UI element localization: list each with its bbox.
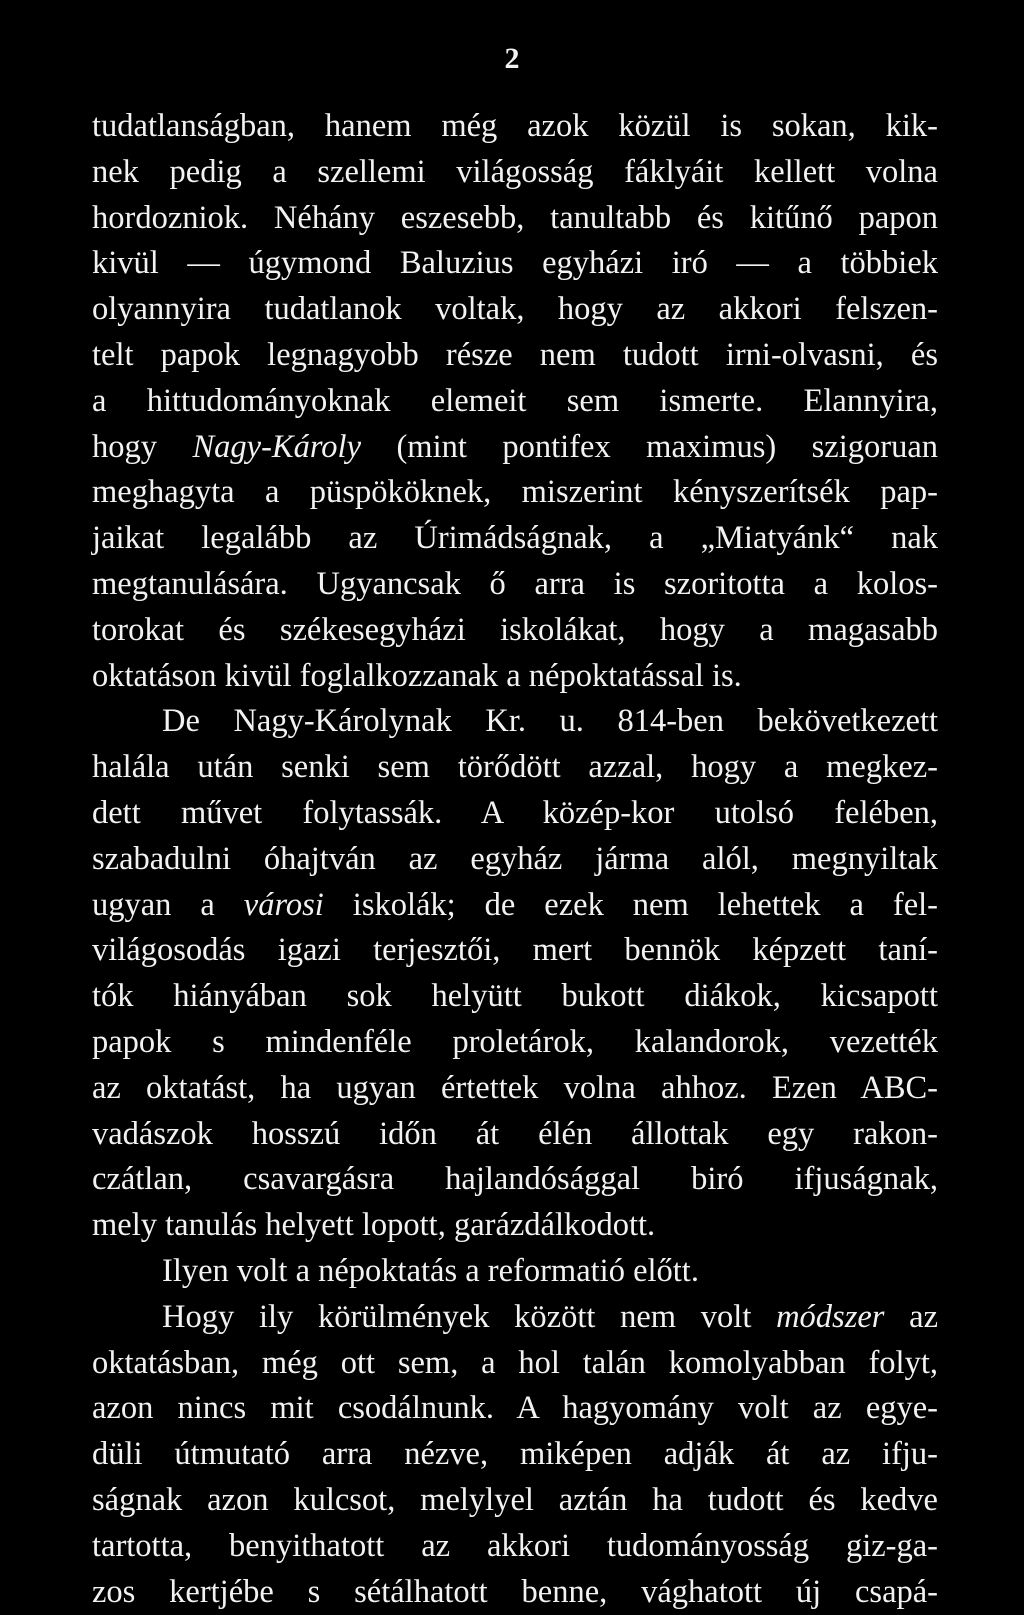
text-line: dett művet folytassák. A közép-kor utolsó felében, <box>92 791 938 837</box>
text-line: azon nincs mit csodálnunk. A hagyomány volt az egye- <box>92 1386 938 1432</box>
text-line: Ilyen volt a népoktatás a reformatió előtt. <box>92 1249 938 1295</box>
text-line: kivül — úgymond Baluzius egyházi iró — a többiek <box>92 241 938 287</box>
text-line: mely tanulás helyett lopott, garázdálkodott. <box>92 1203 938 1249</box>
page-number: 2 <box>0 44 1024 74</box>
text-line: tudatlanságban, hanem még azok közül is sokan, kik- <box>92 104 938 150</box>
text-line: a hittudományoknak elemeit sem ismerte. Elannyira, <box>92 379 938 425</box>
text-line: düli útmutató arra nézve, miképen adják át az ifju- <box>92 1432 938 1478</box>
text-line: világosodás igazi terjesztői, mert bennök képzett taní- <box>92 928 938 974</box>
text-line: halála után senki sem törődött azzal, hogy a megkez- <box>92 745 938 791</box>
text-line: meghagyta a püspököknek, miszerint kényszerítsék pap- <box>92 470 938 516</box>
text-line: oktatásban, még ott sem, a hol talán komolyabban folyt, <box>92 1341 938 1387</box>
body-text <box>92 104 938 1615</box>
text-line: ugyan a városi iskolák; de ezek nem lehettek a fel- <box>92 883 938 929</box>
text-line: hordozniok. Néhány eszesebb, tanultabb és kitűnő papon <box>92 196 938 242</box>
text-line: az oktatást, ha ugyan értettek volna ahhoz. Ezen ABC- <box>92 1066 938 1112</box>
text-line: Hogy ily körülmények között nem volt módszer az <box>92 1295 938 1341</box>
text-line: telt papok legnagyobb része nem tudott irni-olvasni, és <box>92 333 938 379</box>
text-line: tartotta, benyithatott az akkori tudományosság giz-ga- <box>92 1524 938 1570</box>
text-line: papok s mindenféle proletárok, kalandorok, vezették <box>92 1020 938 1066</box>
text-line: hogy Nagy-Károly (mint pontifex maximus) szigoruan <box>92 425 938 471</box>
text-line: olyannyira tudatlanok voltak, hogy az akkori felszen- <box>92 287 938 333</box>
text-line: szabadulni óhajtván az egyház járma alól, megnyiltak <box>92 837 938 883</box>
text-line: ságnak azon kulcsot, melylyel aztán ha tudott és kedve <box>92 1478 938 1524</box>
text-line: czátlan, csavargásra hajlandósággal biró ifjuságnak, <box>92 1157 938 1203</box>
emphasized-word: módszer <box>776 1299 884 1335</box>
text-line: megtanulására. Ugyancsak ő arra is szoritotta a kolos- <box>92 562 938 608</box>
emphasized-word: Nagy-Károly <box>193 429 362 465</box>
text-line: vadászok hosszú időn át élén állottak egy rakon- <box>92 1112 938 1158</box>
text-line: zos kertjébe s sétálhatott benne, vághatott új csapá- <box>92 1570 938 1615</box>
text-line: jaikat legalább az Úrimádságnak, a „Miatyánk“ nak <box>92 516 938 562</box>
text-line: oktatáson kivül foglalkozzanak a népoktatással is. <box>92 654 938 700</box>
text-line: torokat és székesegyházi iskolákat, hogy a magasabb <box>92 608 938 654</box>
emphasized-word: városi <box>244 887 324 923</box>
text-line: De Nagy-Károlynak Kr. u. 814-ben bekövetkezett <box>92 699 938 745</box>
text-line: tók hiányában sok helyütt bukott diákok, kicsapott <box>92 974 938 1020</box>
text-line: nek pedig a szellemi világosság fáklyáit kellett volna <box>92 150 938 196</box>
